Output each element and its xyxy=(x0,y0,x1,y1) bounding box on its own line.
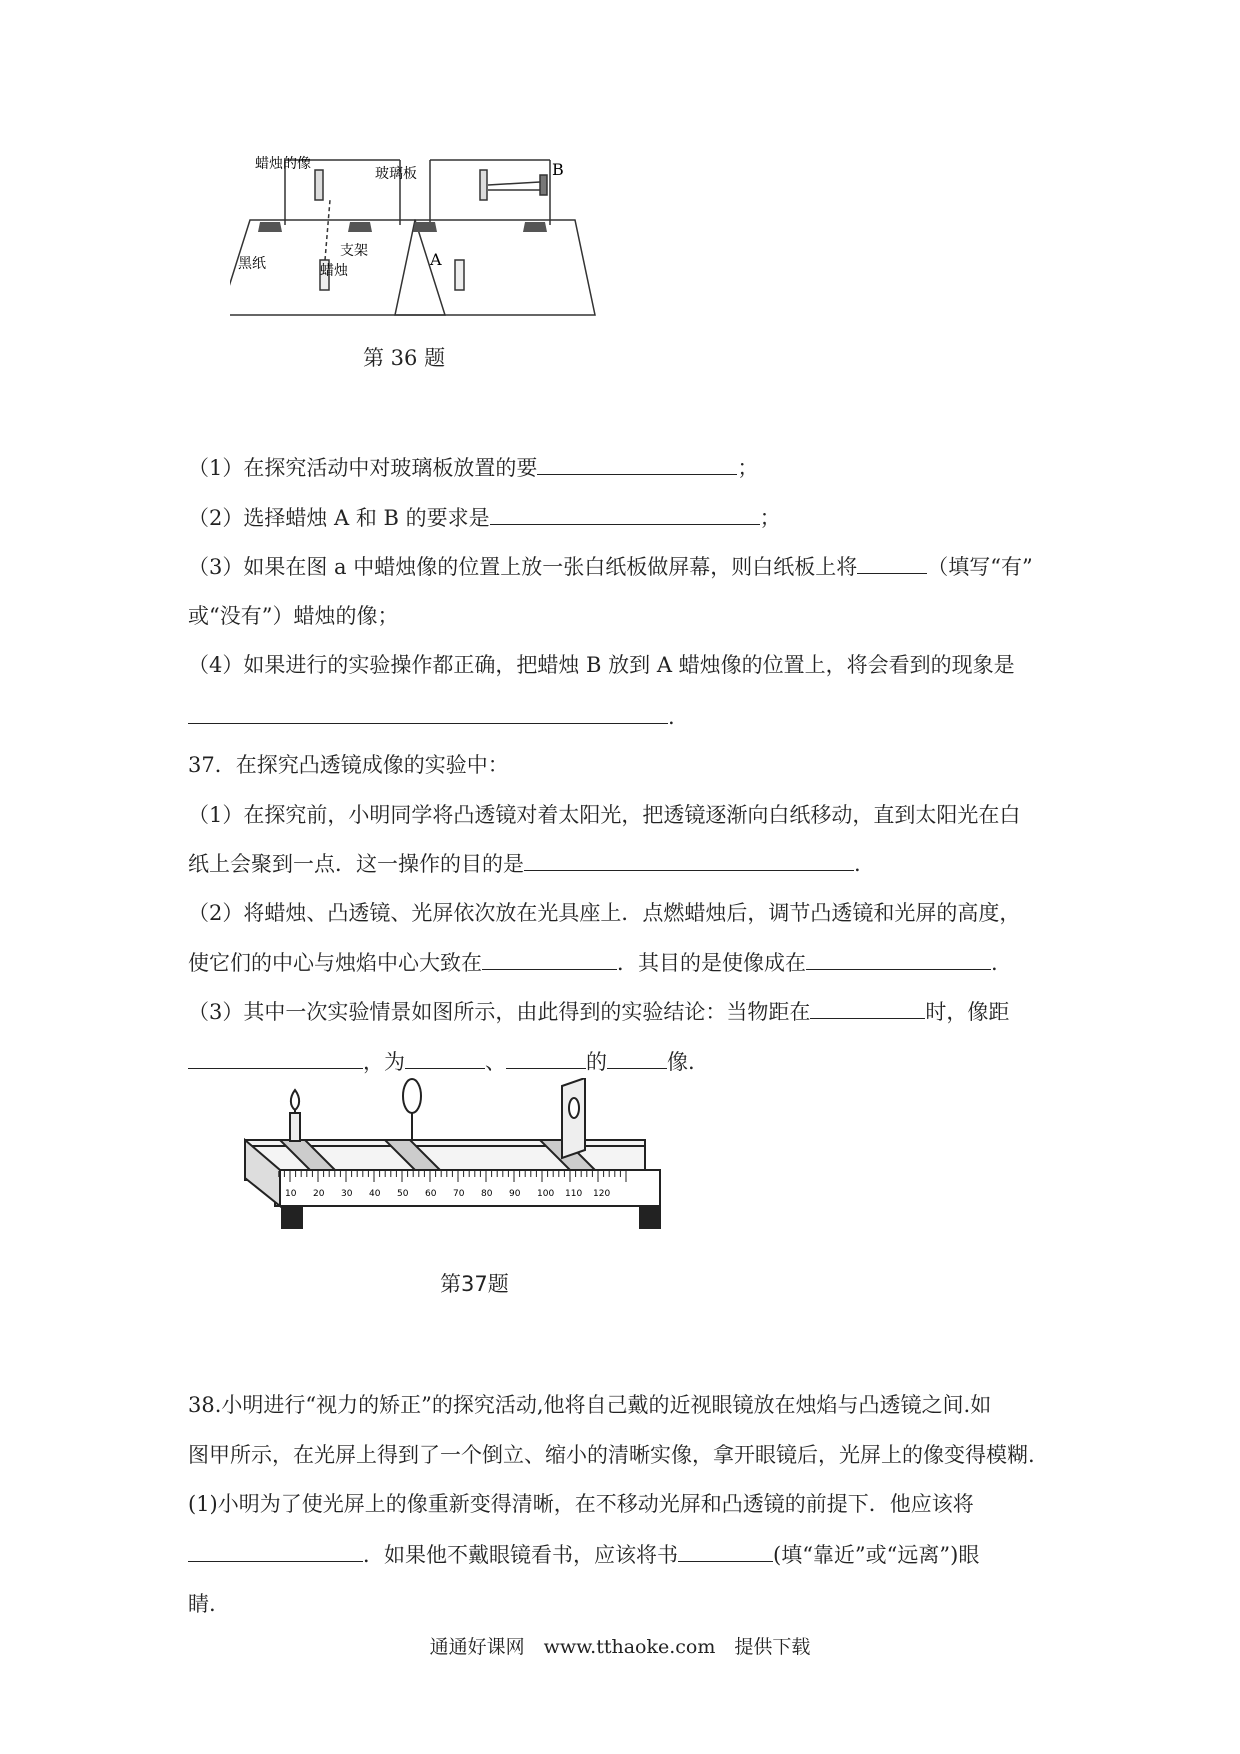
q37-title: 37．在探究凸透镜成像的实验中： xyxy=(188,753,509,777)
q36-item-4-blank-line: . xyxy=(188,702,675,732)
ruler-tick-label: 80 xyxy=(481,1189,493,1199)
q37-line-5: （3）其中一次实验情景如图所示，由此得到的实验结论：当物距在 时，像距 xyxy=(188,1000,1010,1024)
label-black-paper: 黑纸 xyxy=(238,256,266,272)
q37-line-6: ，为 、 的 像. xyxy=(188,1047,695,1077)
answer-blank[interactable] xyxy=(188,1541,363,1562)
answer-blank[interactable] xyxy=(678,1541,773,1562)
q37-line-1: （1）在探究前，小明同学将凸透镜对着太阳光，把透镜逐渐向白纸移动，直到太阳光在白 xyxy=(188,803,1021,827)
q36-item-4: （4）如果进行的实验操作都正确，把蜡烛 B 放到 A 蜡烛像的位置上，将会看到的现象是 xyxy=(188,653,1015,677)
label-candle: 蜡烛 xyxy=(320,263,348,279)
answer-blank[interactable] xyxy=(405,1048,485,1069)
answer-blank[interactable] xyxy=(482,949,617,970)
q38-line-2: 图甲所示，在光屏上得到了一个倒立、缩小的清晰实像，拿开眼镜后，光屏上的像变得模糊. xyxy=(188,1443,1035,1467)
figure-36-plane-mirror-diagram xyxy=(230,150,670,335)
q37-line-3: （2）将蜡烛、凸透镜、光屏依次放在光具座上．点燃蜡烛后，调节凸透镜和光屏的高度， xyxy=(188,901,1021,925)
answer-blank[interactable] xyxy=(188,1048,363,1069)
ruler-tick-label: 60 xyxy=(425,1189,437,1199)
q37-line-2: 纸上会聚到一点．这一操作的目的是 . xyxy=(188,852,861,876)
q38-line-5: 睛. xyxy=(188,1592,216,1616)
label-b: B xyxy=(552,160,564,179)
q38-line-3: (1)小明为了使光屏上的像重新变得清晰，在不移动光屏和凸透镜的前提下．他应该将 xyxy=(188,1492,974,1516)
q36-item-3-cont: 或“没有”）蜡烛的像； xyxy=(188,604,399,628)
answer-blank[interactable] xyxy=(506,1048,586,1069)
q37-line-4: 使它们的中心与烛焰中心大致在 ．其目的是使像成在 . xyxy=(188,951,998,975)
page-footer: 通通好课网 www.tthaoke.com 提供下载 xyxy=(429,1636,811,1658)
answer-blank[interactable] xyxy=(524,850,854,871)
answer-blank[interactable] xyxy=(188,703,668,724)
answer-blank[interactable] xyxy=(806,949,991,970)
answer-blank[interactable] xyxy=(490,504,760,525)
answer-blank[interactable] xyxy=(537,454,737,475)
figure-37-optical-bench xyxy=(240,1078,680,1253)
ruler-tick-label: 100 xyxy=(537,1189,555,1199)
ruler-tick-label: 50 xyxy=(397,1189,409,1199)
ruler-tick-label: 110 xyxy=(565,1189,583,1199)
answer-blank[interactable] xyxy=(607,1048,667,1069)
label-stand: 支架 xyxy=(340,243,368,259)
ruler-tick-label: 30 xyxy=(341,1189,353,1199)
q36-item-1: （1）在探究活动中对玻璃板放置的要 ； xyxy=(188,456,759,480)
ruler-tick-label: 10 xyxy=(285,1189,297,1199)
q36-item-2: （2）选择蜡烛 A 和 B 的要求是 ； xyxy=(188,506,781,530)
q38-line-4: ．如果他不戴眼镜看书，应该将书 (填“靠近”或“远离”)眼 xyxy=(188,1540,979,1570)
ruler-tick-label: 20 xyxy=(313,1189,325,1199)
label-glass-plate: 玻璃板 xyxy=(375,166,417,182)
q36-item-3: （3）如果在图 a 中蜡烛像的位置上放一张白纸板做屏幕，则白纸板上将 （填写“有” xyxy=(188,555,1033,579)
figure-36-caption: 第 36 题 xyxy=(363,346,446,370)
ruler-tick-label: 90 xyxy=(509,1189,521,1199)
ruler-tick-label: 40 xyxy=(369,1189,381,1199)
label-image-of-candle: 蜡烛的像 xyxy=(255,156,311,172)
figure-37-caption: 第37题 xyxy=(440,1272,509,1296)
ruler-tick-label: 120 xyxy=(593,1189,611,1199)
answer-blank[interactable] xyxy=(810,998,925,1019)
label-a: A xyxy=(430,250,442,269)
q38-line-1: 38.小明进行“视力的矫正”的探究活动,他将自己戴的近视眼镜放在烛焰与凸透镜之间.如 xyxy=(188,1393,992,1417)
answer-blank[interactable] xyxy=(857,553,927,574)
ruler-tick-label: 70 xyxy=(453,1189,465,1199)
